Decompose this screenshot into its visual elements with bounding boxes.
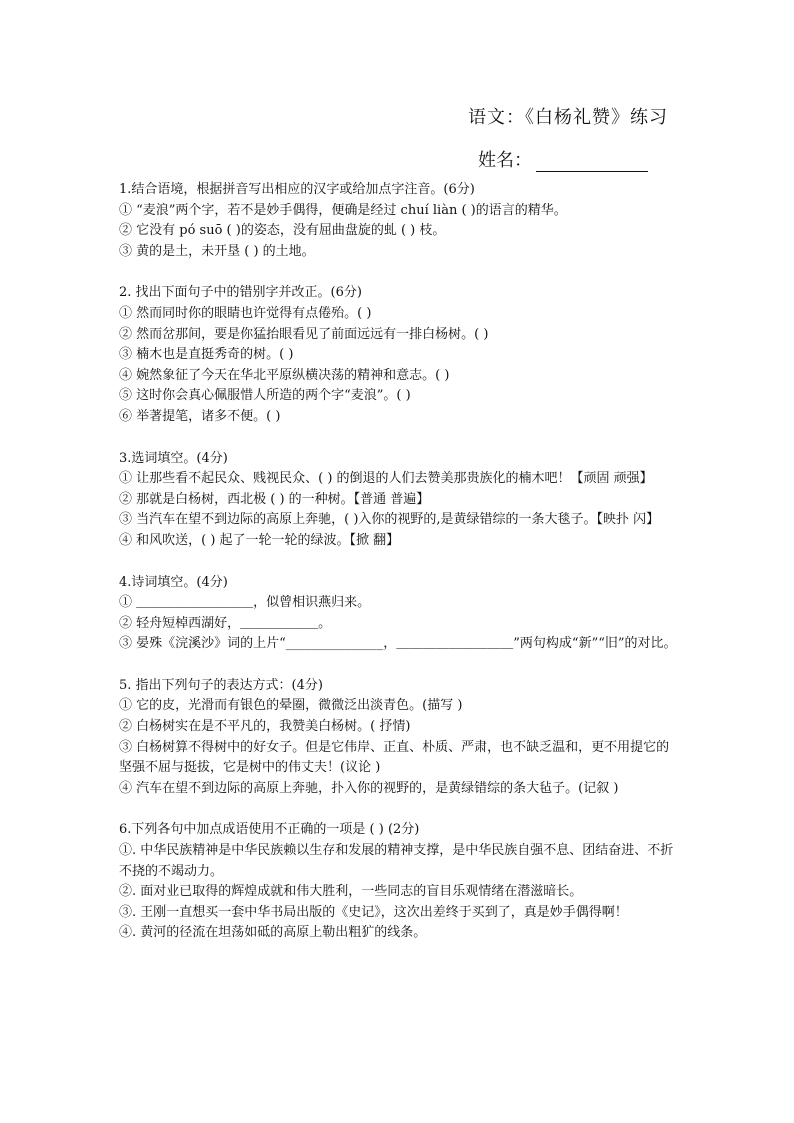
question-item: ① “麦浪”两个字，若不是妙手偶得，便确是经过 chuí liàn ( )的语言的精华。 — [119, 202, 567, 218]
question-item: ④. 黄河的径流在坦荡如砥的高原上勒出粗犷的线条。 — [119, 925, 427, 941]
question-item: ③ 白杨树算不得树中的好女子。但是它伟岸、正直、朴质、严肃，也不缺乏温和，更不用提它的坚强不屈与挺拔，它是树中的伟丈夫！(议论 ) — [119, 739, 670, 776]
question-item: ③. 王刚一直想买一套中华书局出版的《史记》，这次出差终于买到了，真是妙手偶得啊！ — [119, 904, 628, 920]
question-item: ① ＿＿＿＿＿＿＿＿＿，似曾相识燕归来。 — [119, 595, 371, 611]
question-item: ① 它的皮，光滑而有银色的晕圈，微微泛出淡青色。(描写 ) — [119, 698, 463, 714]
question-heading: 2. 找出下面句子中的错别字并改正。(6分) — [119, 285, 362, 301]
questions-body — [119, 180, 679, 965]
question-heading: 4.诗词填空。(4分) — [119, 574, 228, 590]
question-item: ⑥ 举著提笔，诸多不便。( ) — [119, 408, 281, 424]
question-5 — [119, 676, 679, 800]
question-heading: 5. 指出下列句子的表达方式：(4分) — [119, 677, 323, 693]
question-item: ② 然而岔那间，要是你猛抬眼看见了前面远远有一排白杨树。( ) — [119, 326, 489, 342]
question-4 — [119, 573, 679, 655]
question-item: ① 让那些看不起民众、贱视民众、( ) 的倒退的人们去赞美那贵族化的楠木吧！【顽固 顽强】 — [119, 471, 653, 487]
question-item: ② 那就是白杨树，西北极 ( ) 的一种树。【普通 普遍】 — [119, 491, 430, 507]
question-item: ③ 晏殊《浣溪沙》词的上片“_______________，＿＿＿＿＿＿＿＿＿”两句构成“新”“旧”的对比。 — [119, 636, 677, 652]
question-heading: 1.结合语境，根据拼音写出相应的汉字或给加点字注音。(6分) — [119, 182, 475, 197]
name-blank-line[interactable] — [536, 153, 648, 172]
question-item: ② 白杨树实在是不平凡的，我赞美白杨树。( 抒情) — [119, 719, 411, 735]
question-item: ④ 婉然象征了今天在华北平原纵横决荡的精神和意志。( ) — [119, 367, 450, 383]
question-2 — [119, 283, 679, 427]
question-item: ③ 黄的是土，未开垦 ( ) 的土地。 — [119, 243, 315, 259]
question-3 — [119, 449, 679, 552]
page-title: 语文：《白杨礼赞》练习 — [468, 107, 668, 128]
question-1 — [119, 180, 679, 262]
question-heading: 3.选词填空。(4分) — [119, 450, 228, 466]
question-heading: 6.下列各句中加点成语使用不正确的一项是 ( ) (2分) — [119, 822, 420, 838]
question-6 — [119, 820, 679, 944]
question-item: ⑤ 这时你会真心佩服惜人所造的两个字“麦浪”。( ) — [119, 388, 411, 404]
name-label: 姓名： — [478, 150, 532, 171]
question-item: ④ 和风吹送，( ) 起了一轮一轮的绿波。【掀 翻】 — [119, 532, 400, 548]
question-item: ③ 当汽车在望不到边际的高原上奔驰，( )入你的视野的,是黄绿错综的一条大毯子。【映扑 闪】 — [119, 512, 660, 528]
name-field — [478, 146, 648, 172]
question-item: ② 轻舟短棹西湖好，＿＿＿＿＿＿。 — [119, 615, 332, 631]
question-item: ①. 中华民族精神是中华民族赖以生存和发展的精神支撑，是中华民族自强不息、团结奋进、不折不挠的不竭动力。 — [119, 843, 674, 879]
question-item: ②. 面对业已取得的辉煌成就和伟大胜利，一些同志的盲目乐观情绪在潜滋暗长。 — [119, 884, 583, 900]
question-item: ① 然而同时你的眼睛也许觉得有点倦殆。( ) — [119, 305, 372, 321]
question-item: ② 它没有 pó suō ( )的姿态，没有屈曲盘旋的虬 ( ) 枝。 — [119, 223, 446, 239]
question-item: ③ 楠木也是直挺秀奇的树。( ) — [119, 347, 294, 363]
question-item: ④ 汽车在望不到边际的高原上奔驰，扑入你的视野的，是黄绿错综的条大毡子。(记叙 ) — [119, 780, 619, 796]
